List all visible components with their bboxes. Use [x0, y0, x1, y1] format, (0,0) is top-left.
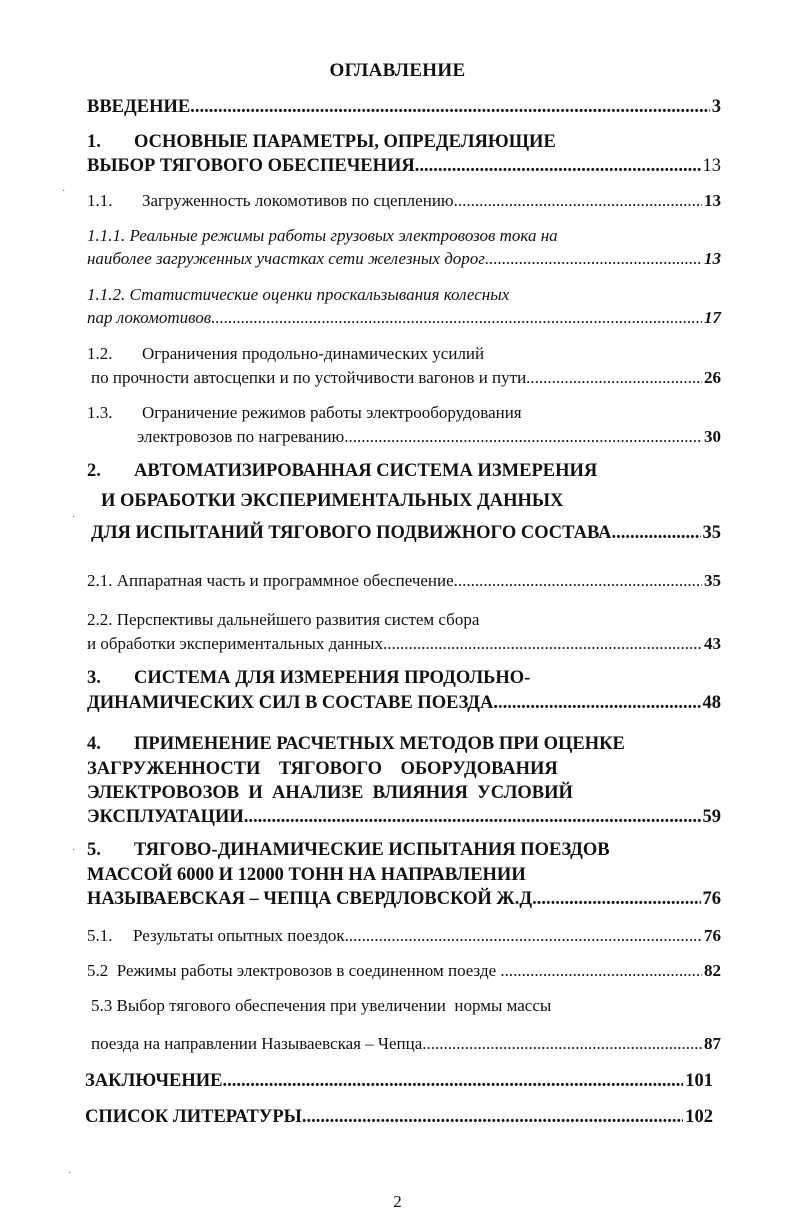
- entry-number: 4.: [87, 734, 101, 754]
- toc-entry-2-1[interactable]: [87, 570, 721, 592]
- entry-label: по прочности автосцепки и по устойчивости вагонов и пути: [91, 368, 527, 387]
- leader-dots: [244, 806, 701, 828]
- entry-label: АВТОМАТИЗИРОВАННАЯ СИСТЕМА ИЗМЕРЕНИЯ: [134, 461, 598, 481]
- entry-label: Загруженность локомотивов по сцеплению: [142, 191, 454, 210]
- toc-entry-2-2-line2[interactable]: [87, 633, 721, 655]
- page-number: 2: [393, 1192, 402, 1211]
- toc-entry-1-1-1-line1[interactable]: [87, 225, 558, 247]
- entry-page: 3: [711, 97, 721, 117]
- entry-page: 30: [704, 427, 721, 446]
- entry-label: ТЯГОВО-ДИНАМИЧЕСКИЕ ИСПЫТАНИЯ ПОЕЗДОВ: [134, 840, 610, 860]
- entry-label: 5.2 Режимы работы электровозов в соединенном поезде: [87, 961, 501, 980]
- toc-entry-5-3-line2[interactable]: [91, 1033, 721, 1055]
- leader-dots: [211, 307, 702, 329]
- entry-number: 1.2.: [87, 344, 113, 363]
- scan-speck: ·: [72, 845, 76, 856]
- entry-page: 35: [702, 523, 721, 543]
- leader-dots: [422, 1033, 702, 1055]
- leader-dots: [345, 925, 702, 947]
- leader-dots: [454, 570, 702, 592]
- scan-speck: ·: [68, 1168, 72, 1179]
- toc-entry-4-line4[interactable]: [87, 806, 721, 828]
- entry-number: 5.: [87, 840, 101, 860]
- leader-dots: [611, 522, 700, 544]
- entry-label: Результаты опытных поездок: [133, 926, 345, 945]
- entry-label: и обработки экспериментальных данных: [87, 634, 383, 653]
- entry-label: поезда на направлении Называевская – Чепца: [91, 1034, 423, 1053]
- toc-entry-1-3-line1[interactable]: [87, 402, 522, 424]
- toc-entry-5-line2[interactable]: [87, 864, 526, 886]
- entry-page: 101: [685, 1071, 713, 1091]
- toc-entry-4-line2[interactable]: [87, 758, 558, 780]
- toc-entry-4-line3[interactable]: [87, 782, 573, 804]
- toc-entry-1-3-line2[interactable]: [137, 426, 721, 448]
- entry-label: пар локомотивов: [87, 308, 212, 327]
- leader-dots: [493, 692, 700, 714]
- entry-number: 1.3.: [87, 403, 113, 422]
- entry-label: 1.1.1. Реальные режимы работы грузовых электровозов тока на: [87, 226, 558, 245]
- entry-page: 102: [685, 1107, 713, 1127]
- entry-page: 13: [704, 191, 721, 210]
- leader-dots: [500, 960, 702, 982]
- toc-entry-5-line3[interactable]: [87, 888, 721, 910]
- entry-label: 5.3 Выбор тягового обеспечения при увеличении нормы массы: [91, 996, 552, 1015]
- entry-number: 1.: [87, 132, 101, 152]
- leader-dots: [383, 633, 702, 655]
- entry-page: 13: [704, 249, 721, 268]
- leader-dots: [454, 190, 702, 212]
- toc-entry-2-2-line1[interactable]: [87, 609, 479, 631]
- entry-label: Ограничения продольно-динамических усилий: [142, 344, 485, 363]
- toc-title: ОГЛАВЛЕНИЕ: [329, 60, 466, 81]
- toc-entry-3-line1[interactable]: [87, 667, 530, 689]
- entry-number: 5.1.: [87, 926, 113, 945]
- toc-entry-1-2-line2[interactable]: [91, 367, 721, 389]
- entry-page: 26: [704, 368, 721, 387]
- entry-label: ОСНОВНЫЕ ПАРАМЕТРЫ, ОПРЕДЕЛЯЮЩИЕ: [134, 132, 556, 152]
- toc-entry-references[interactable]: [85, 1106, 713, 1128]
- toc-entry-5-1[interactable]: [87, 925, 721, 947]
- entry-label: ЭКСПЛУАТАЦИИ: [87, 807, 244, 827]
- leader-dots: [532, 888, 700, 910]
- leader-dots: [302, 1106, 683, 1128]
- entry-page: 82: [704, 961, 721, 980]
- entry-label: ЗАГРУЖЕННОСТИ ТЯГОВОГО ОБОРУДОВАНИЯ: [87, 759, 558, 779]
- entry-label: МАССОЙ 6000 И 12000 ТОНН НА НАПРАВЛЕНИИ: [87, 865, 526, 885]
- entry-label: НАЗЫВАЕВСКАЯ – ЧЕПЦА СВЕРДЛОВСКОЙ Ж.Д: [87, 889, 533, 909]
- leader-dots: [415, 155, 701, 177]
- entry-label: Ограничение режимов работы электрооборудования: [142, 403, 522, 422]
- entry-label: ДЛЯ ИСПЫТАНИЙ ТЯГОВОГО ПОДВИЖНОГО СОСТАВА: [91, 523, 612, 543]
- entry-label: ЭЛЕКТРОВОЗОВ И АНАЛИЗЕ ВЛИЯНИЯ УСЛОВИЙ: [87, 783, 573, 803]
- entry-page: 13: [702, 156, 721, 176]
- toc-entry-2-line3[interactable]: [91, 522, 721, 544]
- entry-label: ПРИМЕНЕНИЕ РАСЧЕТНЫХ МЕТОДОВ ПРИ ОЦЕНКЕ: [134, 734, 625, 754]
- entry-label: 1.1.2. Статистические оценки проскальзывания колесных: [87, 285, 510, 304]
- entry-number: 1.1.: [87, 191, 113, 210]
- toc-entry-5-line1[interactable]: [87, 839, 610, 861]
- entry-number: 2.: [87, 461, 101, 481]
- toc-entry-5-3-line1[interactable]: [91, 995, 551, 1017]
- entry-label: электровозов по нагреванию: [137, 427, 345, 446]
- toc-entry-intro[interactable]: [87, 96, 721, 118]
- leader-dots: [344, 426, 702, 448]
- entry-page: 43: [704, 634, 721, 653]
- leader-dots: [526, 367, 702, 389]
- entry-label: ВВЕДЕНИЕ: [87, 97, 191, 117]
- entry-page: 76: [702, 889, 721, 909]
- entry-label: 2.1. Аппаратная часть и программное обеспечение: [87, 571, 454, 590]
- toc-entry-1-1-2-line1[interactable]: [87, 284, 509, 306]
- entry-page: 35: [704, 571, 721, 590]
- scan-speck: ·: [72, 512, 76, 523]
- entry-label: наиболее загруженных участках сети железных дорог: [87, 249, 485, 268]
- entry-label: ДИНАМИЧЕСКИХ СИЛ В СОСТАВЕ ПОЕЗДА: [87, 693, 494, 713]
- toc-entry-1-line1[interactable]: [87, 131, 556, 153]
- toc-entry-3-line2[interactable]: [87, 692, 721, 714]
- entry-page: 17: [704, 308, 721, 327]
- toc-entry-5-2[interactable]: [87, 960, 721, 982]
- entry-number: 3.: [87, 668, 101, 688]
- toc-entry-1-2-line1[interactable]: [87, 343, 484, 365]
- toc-entry-2-line2[interactable]: [101, 490, 563, 512]
- toc-entry-conclusion[interactable]: [85, 1070, 713, 1092]
- toc-entry-1-1-2-line2[interactable]: [87, 307, 721, 329]
- entry-label: СИСТЕМА ДЛЯ ИЗМЕРЕНИЯ ПРОДОЛЬНО-: [134, 668, 531, 688]
- entry-page: 76: [704, 926, 721, 945]
- toc-entry-2-line1[interactable]: [87, 460, 597, 482]
- toc-entry-1-1[interactable]: [87, 190, 721, 212]
- entry-page: 87: [704, 1034, 721, 1053]
- entry-page: 48: [702, 693, 721, 713]
- entry-label: 2.2. Перспективы дальнейшего развития систем сбора: [87, 610, 480, 629]
- leader-dots: [485, 248, 702, 270]
- toc-entry-1-line2[interactable]: [87, 155, 721, 177]
- entry-label: ЗАКЛЮЧЕНИЕ: [85, 1071, 223, 1091]
- entry-page: 59: [702, 807, 721, 827]
- entry-label: ВЫБОР ТЯГОВОГО ОБЕСПЕЧЕНИЯ: [87, 156, 415, 176]
- toc-entry-1-1-1-line2[interactable]: [87, 248, 721, 270]
- leader-dots: [223, 1070, 684, 1092]
- entry-label: СПИСОК ЛИТЕРАТУРЫ: [85, 1107, 302, 1127]
- scan-speck: ·: [62, 186, 66, 197]
- leader-dots: [190, 96, 710, 118]
- entry-label: И ОБРАБОТКИ ЭКСПЕРИМЕНТАЛЬНЫХ ДАННЫХ: [101, 491, 564, 511]
- toc-entry-4-line1[interactable]: [87, 733, 625, 755]
